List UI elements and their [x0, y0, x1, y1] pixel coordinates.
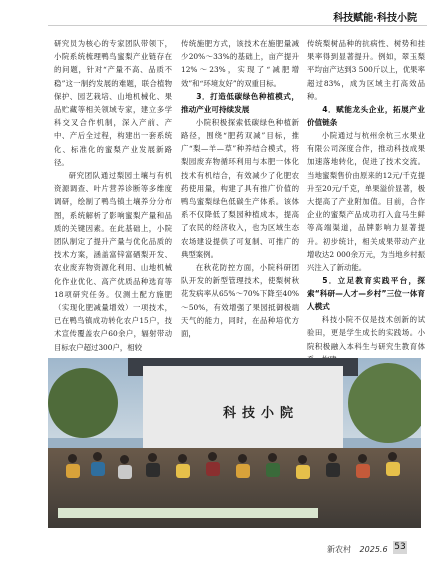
paragraph: 传统施肥方式，该技术在施肥量减少20%～33%的基础上，亩产提升12%～23%，实现了“减肥增效”和“环境友好”的双重目标。: [181, 39, 299, 88]
page-number: 53: [394, 542, 406, 552]
issue-number: 2025.6: [359, 545, 388, 554]
person-shirt: [91, 462, 105, 476]
footer-magazine: [327, 544, 388, 555]
person-shirt: [296, 465, 310, 479]
person-shirt: [206, 462, 220, 476]
person-head: [120, 455, 129, 464]
person-head: [328, 453, 337, 462]
paragraph: 研究团队通过梨园土壤与有机资源调查、叶片营养诊断等多维度调研，绘制了鸭鸟镇土壤养分分布图，系统解析了影响蜜梨产量和品质的关键因素。在此基础上，小院团队制定了提升产量与优化品质的技术方案，涵盖富锌富硒梨开发、农业废弃物资源化利用、山地机械化作业优化、高产优质品种选育等18项研究任务。仅测土配方施肥（实现化肥减量增效）一项技术，已在鸭鸟镇成功转化农户15户，技术宣传覆盖农户60余户，辐射带动目标农户超过300户，相较: [54, 171, 172, 352]
paragraph: 小院积极探索低碳绿色种植新路径，围绕“肥药双减”目标，推广“梨—羊—草”种养结合模式，将梨园废弃物循环利用与本肥一体化技术有机结合，有效减少了化肥农药使用量，构建了具有推广价值的鸭鸟蜜梨绿色低碳生产体系。该体系不仅降低了梨园种植成本，提高了农民的经济收入，也为区域生态农场建设提供了可复制、可推广的典型案例。: [181, 117, 299, 259]
article-column-3: [307, 37, 425, 411]
section-title: 科技赋能·科技小院: [333, 13, 417, 24]
person-shirt: [66, 464, 80, 478]
magazine-name: 新农村: [327, 545, 351, 554]
section-heading: 5．立足教育实践平台，探索“科研—人才—乡村”三位一体育人模式: [307, 276, 425, 312]
tree-left: [48, 368, 118, 438]
page-header: [0, 0, 427, 22]
person-shirt: [386, 462, 400, 476]
green-banner: [58, 508, 318, 518]
tree-right: [348, 363, 421, 443]
person-head: [358, 454, 367, 463]
person-head: [388, 452, 397, 461]
person-shirt: [266, 463, 280, 477]
person-shirt: [146, 463, 160, 477]
person-head: [178, 454, 187, 463]
person-head: [298, 455, 307, 464]
paragraph: 科技小院不仅是技术创新的试验田，更是学生成长的实践场。小院积极融入本科生与研究生教育体: [307, 315, 425, 351]
person-head: [268, 453, 277, 462]
section-heading: 3．打造低碳绿色种植模式，推动产业可持续发展: [181, 91, 299, 114]
paragraph: 在秋花防控方面，小院科研团队开发的新型管理技术，使梨树秋花发病率从65%～70%下降至40%～50%，有效增强了果园抵御极端天气的能力，同时，在品种培优方面，: [181, 263, 299, 339]
person-head: [238, 454, 247, 463]
person-shirt: [326, 463, 340, 477]
paragraph: 传统梨树品种的抗病性、树势和挂果率得到显著提升。例如，翠玉梨平均亩产达到3 500斤以上，优果率超过83%，成为区域主打高效品种。: [307, 39, 425, 101]
header-rule: [48, 25, 427, 26]
person-shirt: [356, 464, 370, 478]
group-photo: [48, 358, 421, 528]
paragraph: 小院通过与杭州余杭三水果业有限公司深度合作，推动科技成果加速落地转化，促进了技术交流。当地蜜梨售价由原来的12元/千克提升至20元/千克，单果溢价显著，极大提高了产业附加值。目前，合作企业的蜜梨产品成功打入盒马生鲜等高端渠道，品牌影响力显著提升。初步统计，相关成果带动产业增收达2 000余万元，为当地乡村振兴注入了新动能。: [307, 131, 425, 273]
person-head: [208, 452, 217, 461]
person-shirt: [118, 465, 132, 479]
section-heading: 4．赋能龙头企业，拓展产业价值链条: [307, 105, 425, 128]
wall-sign: 科技小院: [223, 406, 300, 421]
person-head: [68, 454, 77, 463]
person-shirt: [176, 464, 190, 478]
person-head: [93, 452, 102, 461]
person-shirt: [236, 464, 250, 478]
person-head: [148, 453, 157, 462]
paragraph: 研究员为核心的专家团队带领下，小院系统梳理鸭鸟蜜梨产业链存在的问题，针对“产量不高、品质不稳”这一制约发展的难题，联合植物保护、园艺栽培、山地机械化、果品贮藏等相关领域专家，建立多学科交叉合作机制，深入产前、产中、产后全过程，构建出一套系统化、标准化的蜜梨产业发展新路径。: [54, 39, 172, 167]
